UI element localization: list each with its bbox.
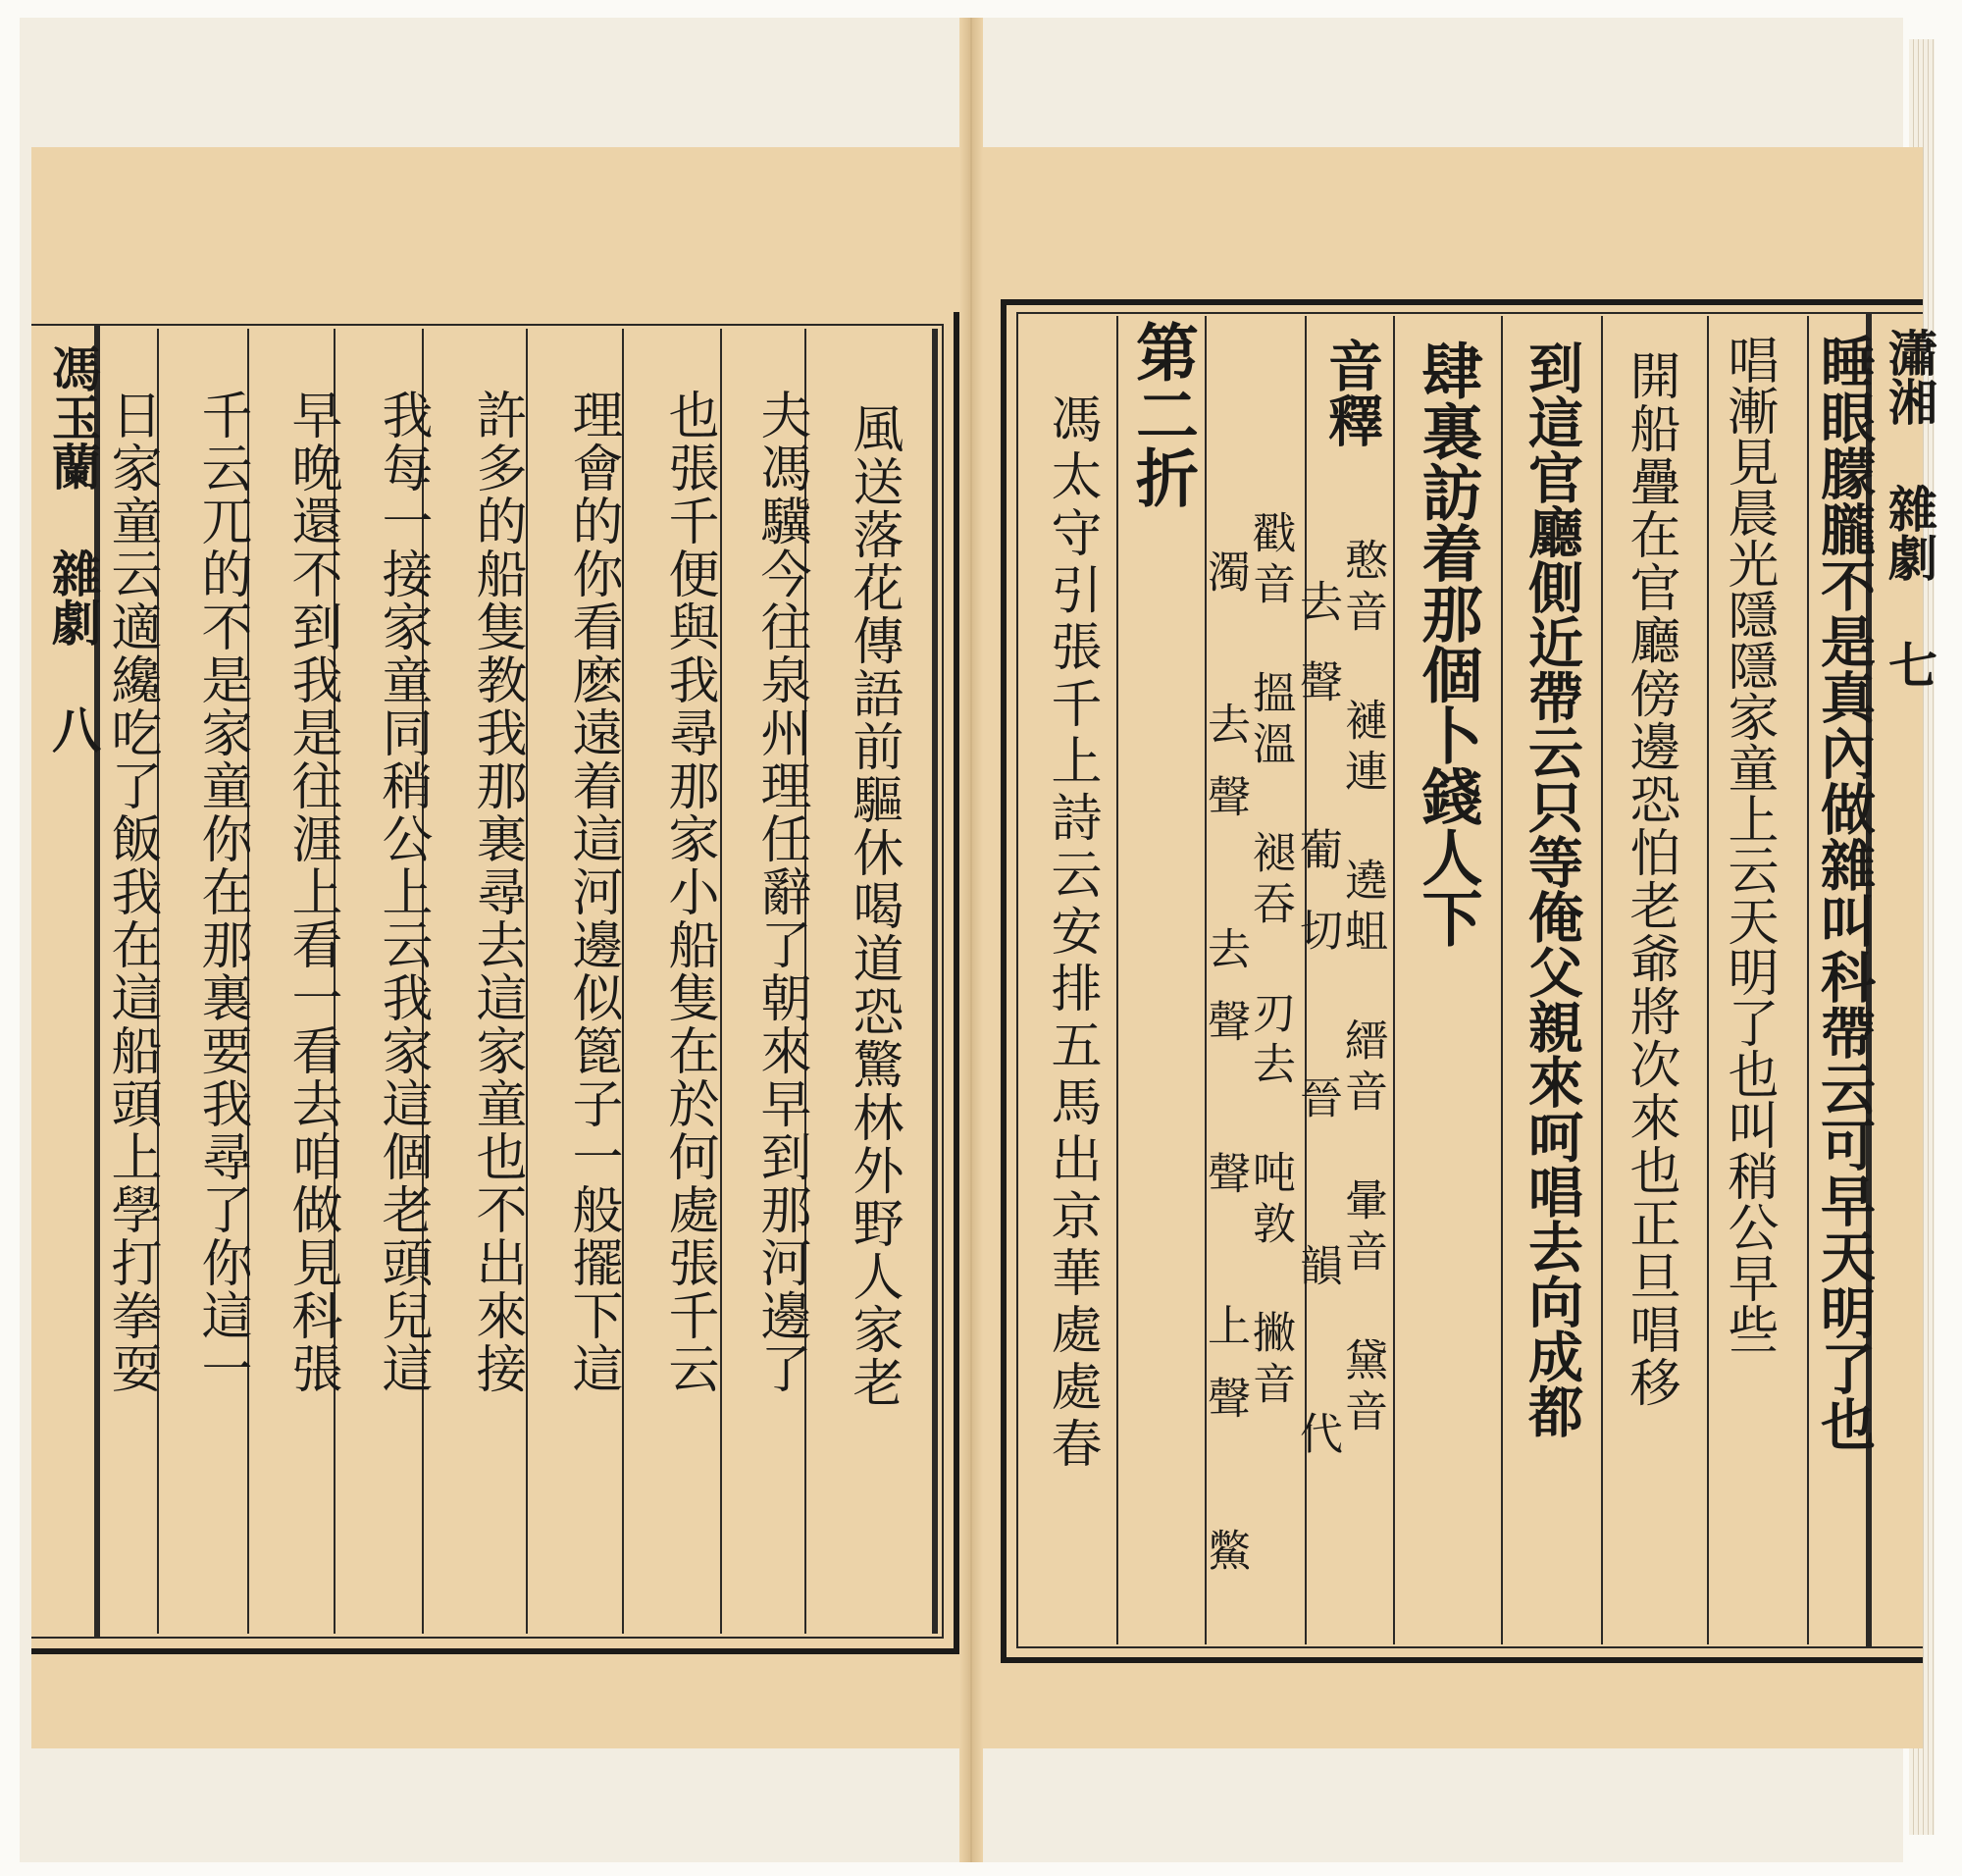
- left-text-column: 千云兀的不是家童你在那裏要我尋了你這一: [192, 389, 251, 1395]
- glossary-column: 濁 去聲 去聲 聲 上聲 鱉: [1200, 549, 1250, 1600]
- left-column-rule: [526, 329, 528, 1634]
- act-heading: 第二折: [1125, 320, 1199, 508]
- left-text-column: 許多的船隻教我那裏尋去這家童也不出來接: [467, 389, 526, 1395]
- right-text-column: 唱漸見晨光隱隱家童上云天明了也叫稍公早些: [1719, 334, 1778, 1354]
- right-text-column: 馮太守引張千上詩云安排五馬出京華處處春: [1042, 392, 1101, 1474]
- right-text-column: 肆裏訪着那個卜錢人下: [1412, 339, 1483, 948]
- glossary-column: 憨音 褳連 遶蛆 縉音 暈音 黛音: [1337, 538, 1387, 1439]
- right-column-rule: [1393, 316, 1395, 1644]
- left-text-column: 日家童云適纔吃了飯我在這船頭上學打拳耍: [102, 389, 161, 1395]
- center-fold: [959, 18, 983, 1862]
- right-text-column: 到這官廳側近帶云只等俺父親來呵唱去向成都: [1520, 339, 1584, 1438]
- left-text-column: 我每一接家童同稍公上云我家這個老頭兒這: [373, 389, 432, 1395]
- right-column-rule: [1116, 316, 1118, 1644]
- glossary-column: 去聲 葡切 晉 韻 代: [1292, 579, 1342, 1491]
- right-text-column: 開船疊在官廳傍邊恐怕老爺將次來也正旦唱移: [1621, 349, 1679, 1409]
- left-gutter-title: 馮玉蘭 雜劇 八: [44, 343, 102, 754]
- glossary-column: 戳音 搵溫 褪吞 刃去 吨敦 撇音: [1245, 510, 1295, 1412]
- right-column-rule: [1601, 316, 1603, 1644]
- left-text-column: 夫馮驥今往泉州理任辭了朝來早到那河邊了: [751, 389, 810, 1395]
- left-text-column: 理會的你看麽遠着這河邊似篦子一般擺下這: [563, 389, 622, 1395]
- right-text-column: 睡眼朦朧不是真內做雜叫科帶云可早天明了也: [1812, 334, 1877, 1452]
- glossary-heading: 音釋: [1319, 338, 1384, 447]
- left-text-column: 風送落花傳語前驅休喝道恐驚林外野人家老: [844, 402, 903, 1409]
- right-gutter-title: 瀟湘 雜劇 七: [1881, 328, 1938, 689]
- left-text-column: 也張千便與我尋那家小船隻在於何處張千云: [659, 389, 718, 1395]
- left-text-column: 早晚還不到我是往涯上看一看去咱做見科張: [283, 389, 341, 1395]
- right-column-rule: [1501, 316, 1503, 1644]
- left-column-rule: [720, 329, 722, 1634]
- left-column-rule: [622, 329, 624, 1634]
- right-column-rule: [1707, 316, 1709, 1644]
- right-column-rule: [1807, 316, 1809, 1644]
- left-column-rule: [932, 329, 938, 1634]
